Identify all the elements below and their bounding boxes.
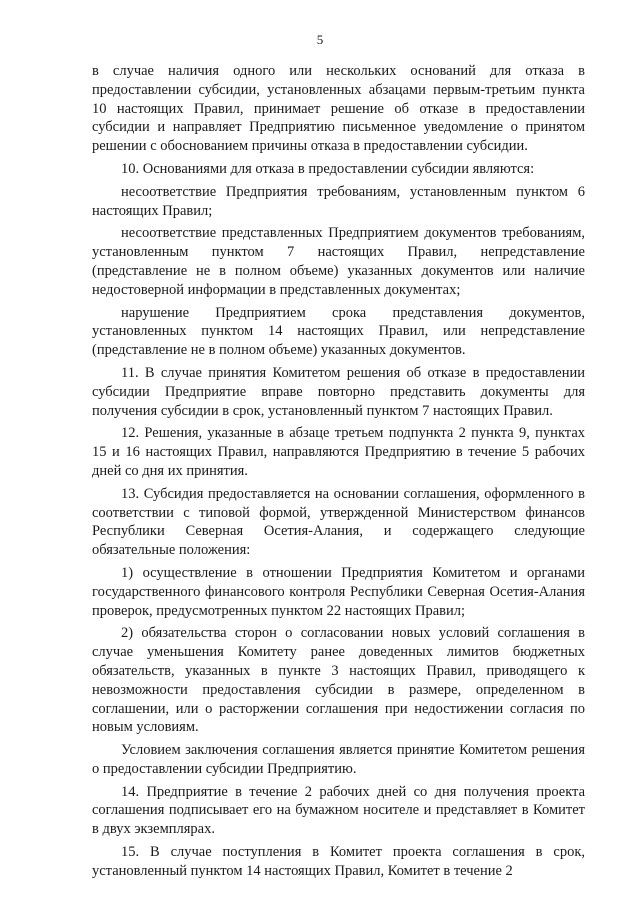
paragraph-14: 14. Предприятие в течение 2 рабочих дней со дня получения проекта соглашения подписывает его на бумажном носителе и представляет в Комитет в двух экземплярах.	[92, 783, 585, 838]
paragraph-10-item-1: несоответствие Предприятия требованиям, установленным пунктом 6 настоящих Правил;	[92, 183, 585, 219]
paragraph-continuation: в случае наличия одного или нескольких оснований для отказа в предоставлении субсидии, установленных абзацами первым-третьим пункта 10 настоящих Правил, принимает решение об отказе в предоставлении субсидии и направляет Предприятию письменное уведомление о принятом решении с обоснованием причины отказа в предоставлении субсидии.	[92, 63, 585, 155]
paragraph-13-condition: Условием заключения соглашения является принятие Комитетом решения о предоставлении субсидии Предприятию.	[92, 742, 585, 777]
document-body	[92, 62, 585, 885]
paragraph-10-heading: 10. Основаниями для отказа в предоставлении субсидии являются:	[121, 160, 535, 177]
page-number: 5	[316, 32, 324, 47]
paragraph-10-item-2: несоответствие представленных Предприятием документов требованиям, установленным пунктом 7 настоящих Правил, непредставление (представление не в полном объеме) указанных документов или наличие недостоверной информации в представленных документах;	[92, 225, 585, 298]
paragraph-12: 12. Решения, указанные в абзаце третьем подпункта 2 пункта 9, пунктах 15 и 16 настоящих Правил, направляются Предприятию в течение 5 рабочих дней со дня их принятия.	[92, 425, 585, 479]
paragraph-10-item-3: нарушение Предприятием срока представления документов, установленных пунктом 14 настоящих Правил, или непредставление (представление не в полном объеме) указанных документов.	[92, 304, 585, 359]
paragraph-11: 11. В случае принятия Комитетом решения об отказе в предоставлении субсидии Предприятие вправе повторно представить документы для получения субсидии в срок, установленный пунктом 7 настоящих Правил.	[92, 364, 585, 419]
paragraph-13-item-2: 2) обязательства сторон о согласовании новых условий соглашения в случае уменьшения Комитету ранее доведенных лимитов бюджетных обязательств, указанных в пункте 3 настоящих Правил, приводящего к невозможности предоставления субсидии в размере, определенном в соглашении, или о расторжении соглашения при недостижении согласия по новым условиям.	[92, 625, 585, 736]
paragraph-13-item-1: 1) осуществление в отношении Предприятия Комитетом и органами государственного финансового контроля Республики Северная Осетия-Алания проверок, предусмотренных пунктом 22 настоящих Правил;	[92, 564, 585, 619]
paragraph-13: 13. Субсидия предоставляется на основании соглашения, оформленного в соответствии с типовой формой, утвержденной Министерством финансов Республики Северная Осетия-Алания, и содержащего следующие обязательные положения:	[92, 485, 585, 559]
paragraph-15: 15. В случае поступления в Комитет проекта соглашения в срок, установленный пунктом 14 настоящих Правил, Комитет в течение 2	[92, 844, 585, 879]
